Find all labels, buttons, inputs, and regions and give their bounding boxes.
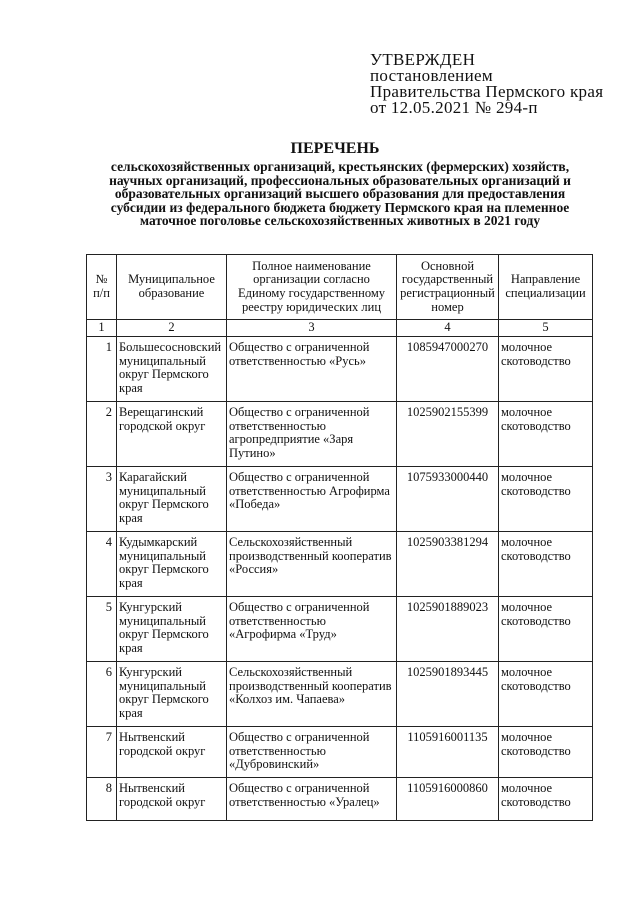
table-row bbox=[87, 337, 593, 402]
row-ogrn: 1075933000440 bbox=[397, 467, 499, 532]
row-municipality: Нытвенский городской округ bbox=[117, 778, 227, 821]
table-row bbox=[87, 402, 593, 467]
row-specialization: молочное скотоводство bbox=[499, 467, 593, 532]
row-ogrn: 1105916001135 bbox=[397, 727, 499, 778]
row-organization-name: Общество с ограниченной ответственностью «Агрофирма «Труд» bbox=[227, 597, 397, 662]
column-number: 5 bbox=[499, 320, 593, 337]
row-number: 5 bbox=[87, 597, 117, 662]
row-organization-name: Общество с ограниченной ответственностью Агрофирма «Победа» bbox=[227, 467, 397, 532]
row-number: 4 bbox=[87, 532, 117, 597]
header-specialization: Направление специализации bbox=[499, 255, 593, 320]
table-header-row bbox=[87, 255, 593, 320]
table-row bbox=[87, 662, 593, 727]
row-number: 3 bbox=[87, 467, 117, 532]
row-organization-name: Общество с ограниченной ответственностью «Русь» bbox=[227, 337, 397, 402]
approval-line-date: от 12.05.2021 № 294-п bbox=[370, 98, 538, 117]
approval-heading: УТВЕРЖДЕН bbox=[370, 50, 476, 69]
table-row bbox=[87, 778, 593, 821]
column-number: 3 bbox=[227, 320, 397, 337]
document-subtitle: сельскохозяйственных организаций, крестьянских (фермерских) хозяйств, научных организаций, профессиональных образовательных организаций и образовательных организаций высшего образования для предоставления субсидии из федерального бюджета бюджету Пермского края на племенное маточное поголовье сельскохозяйственных животных в 2021 году bbox=[109, 159, 571, 229]
row-organization-name: Общество с ограниченной ответственностью «Уралец» bbox=[227, 778, 397, 821]
table-row bbox=[87, 467, 593, 532]
organizations-table bbox=[86, 254, 593, 821]
row-number: 2 bbox=[87, 402, 117, 467]
column-number: 2 bbox=[117, 320, 227, 337]
row-organization-name: Сельскохозяйственный производственный кооператив «Колхоз им. Чапаева» bbox=[227, 662, 397, 727]
row-ogrn: 1025901889023 bbox=[397, 597, 499, 662]
row-organization-name: Общество с ограниченной ответственностью агропредприятие «Заря Путино» bbox=[227, 402, 397, 467]
header-number: № п/п bbox=[87, 255, 117, 320]
row-ogrn: 1025901893445 bbox=[397, 662, 499, 727]
row-specialization: молочное скотоводство bbox=[499, 597, 593, 662]
row-municipality: Кунгурский муниципальный округ Пермского края bbox=[117, 597, 227, 662]
row-organization-name: Общество с ограниченной ответственностью «Дубровинский» bbox=[227, 727, 397, 778]
row-ogrn: 1105916000860 bbox=[397, 778, 499, 821]
header-organization-name: Полное наименование организации согласно Единому государственному реестру юридических лиц bbox=[227, 255, 397, 320]
approval-line-government: Правительства Пермского края bbox=[370, 82, 604, 101]
header-ogrn: Основной государственный регистрационный номер bbox=[397, 255, 499, 320]
row-specialization: молочное скотоводство bbox=[499, 662, 593, 727]
row-organization-name: Сельскохозяйственный производственный кооператив «Россия» bbox=[227, 532, 397, 597]
column-number: 4 bbox=[397, 320, 499, 337]
column-number: 1 bbox=[87, 320, 117, 337]
row-specialization: молочное скотоводство bbox=[499, 778, 593, 821]
table-row bbox=[87, 727, 593, 778]
row-number: 7 bbox=[87, 727, 117, 778]
row-specialization: молочное скотоводство bbox=[499, 402, 593, 467]
approval-stamp bbox=[370, 52, 603, 116]
row-municipality: Верещагинский городской округ bbox=[117, 402, 227, 467]
row-municipality: Карагайский муниципальный округ Пермского края bbox=[117, 467, 227, 532]
row-number: 1 bbox=[87, 337, 117, 402]
table-row bbox=[87, 597, 593, 662]
row-municipality: Кунгурский муниципальный округ Пермского края bbox=[117, 662, 227, 727]
row-number: 6 bbox=[87, 662, 117, 727]
row-number: 8 bbox=[87, 778, 117, 821]
column-number-row bbox=[87, 320, 593, 337]
row-ogrn: 1025903381294 bbox=[397, 532, 499, 597]
row-specialization: молочное скотоводство bbox=[499, 337, 593, 402]
row-ogrn: 1025902155399 bbox=[397, 402, 499, 467]
document-title: ПЕРЕЧЕНЬ bbox=[290, 140, 380, 157]
row-municipality: Большесосновский муниципальный округ Пермского края bbox=[117, 337, 227, 402]
row-specialization: молочное скотоводство bbox=[499, 532, 593, 597]
row-municipality: Нытвенский городской округ bbox=[117, 727, 227, 778]
header-municipality: Муниципальное образование bbox=[117, 255, 227, 320]
table-row bbox=[87, 532, 593, 597]
row-specialization: молочное скотоводство bbox=[499, 727, 593, 778]
row-municipality: Кудымкарский муниципальный округ Пермского края bbox=[117, 532, 227, 597]
row-ogrn: 1085947000270 bbox=[397, 337, 499, 402]
approval-line-decree: постановлением bbox=[370, 66, 493, 85]
